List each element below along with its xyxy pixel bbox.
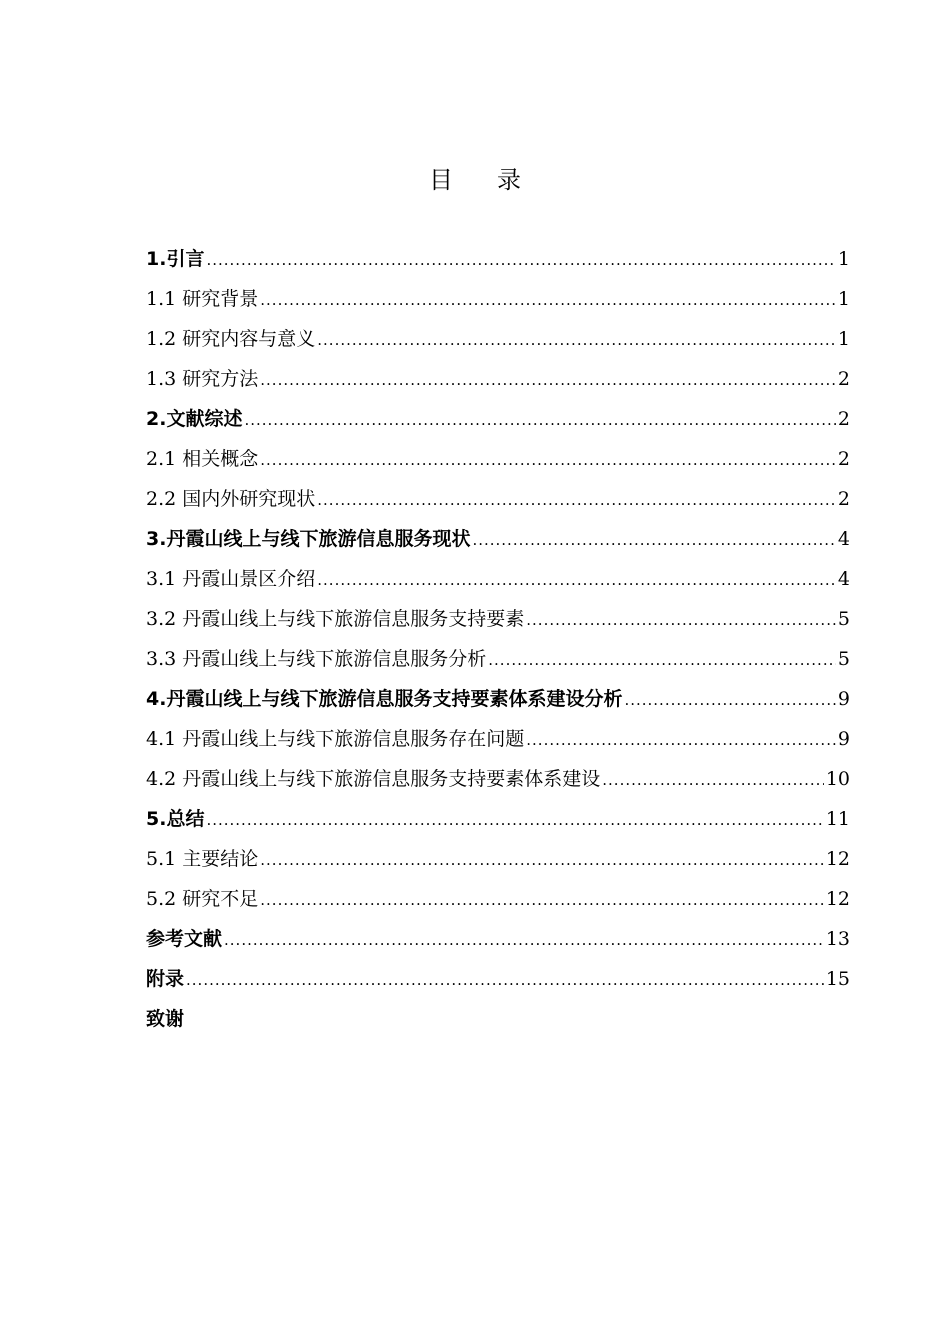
toc-entry-page-number: 12 [825, 888, 850, 910]
toc-entry-page-number: 2 [837, 488, 850, 510]
toc-entry[interactable] [146, 603, 850, 643]
toc-entry-label: 2.文献综述 [146, 408, 243, 430]
toc-entry-page-number: 15 [825, 968, 850, 990]
toc-entry-page-number: 10 [825, 768, 850, 790]
toc-entry[interactable] [146, 683, 850, 723]
toc-entry-page-number: 1 [837, 248, 850, 270]
toc-dot-leader [488, 644, 836, 676]
toc-entry[interactable] [146, 243, 850, 283]
toc-entry[interactable] [146, 843, 850, 883]
toc-entry-page-number: 1 [837, 288, 850, 310]
toc-entry-label: 3.1 丹霞山景区介绍 [146, 568, 316, 590]
toc-dot-leader [260, 844, 824, 876]
toc-entry-label: 1.3 研究方法 [146, 368, 259, 390]
toc-entry[interactable] [146, 763, 850, 803]
toc-entry-page-number: 12 [825, 848, 850, 870]
toc-entry[interactable] [146, 723, 850, 763]
toc-entry-label: 2.2 国内外研究现状 [146, 488, 316, 510]
toc-entry[interactable] [146, 363, 850, 403]
toc-dot-leader [260, 884, 824, 916]
toc-entry-page-number: 2 [837, 368, 850, 390]
toc-entry-page-number: 11 [825, 808, 850, 830]
toc-entry-page-number: 4 [837, 528, 850, 550]
toc-title-char-1: 目 [429, 166, 453, 194]
toc-entry-label: 5.2 研究不足 [146, 888, 259, 910]
toc-entry[interactable] [146, 523, 850, 563]
toc-entry[interactable] [146, 803, 850, 843]
toc-entry-page-number: 2 [837, 408, 850, 430]
toc-dot-leader [260, 364, 836, 396]
toc-entry[interactable] [146, 483, 850, 523]
toc-title-char-2: 录 [497, 166, 521, 194]
toc-entry-label: 附录 [146, 968, 185, 990]
toc-entry[interactable] [146, 923, 850, 963]
toc-entry-label: 1.1 研究背景 [146, 288, 259, 310]
toc-entry[interactable] [146, 1003, 850, 1043]
toc-entry[interactable] [146, 563, 850, 603]
toc-entry-page-number: 1 [837, 328, 850, 350]
toc-entry-label: 4.丹霞山线上与线下旅游信息服务支持要素体系建设分析 [146, 688, 623, 710]
toc-entry-page-number: 9 [837, 688, 850, 710]
toc-dot-leader [260, 284, 836, 316]
toc-entry[interactable] [146, 403, 850, 443]
toc-dot-leader [317, 324, 836, 356]
toc-entry[interactable] [146, 283, 850, 323]
toc-entry-label: 3.2 丹霞山线上与线下旅游信息服务支持要素 [146, 608, 525, 630]
toc-entry-label: 5.总结 [146, 808, 205, 830]
toc-entry-page-number: 4 [837, 568, 850, 590]
toc-entry-page-number: 2 [837, 448, 850, 470]
toc-dot-leader [317, 484, 836, 516]
toc-entry-page-number: 5 [837, 608, 850, 630]
toc-dot-leader [526, 604, 836, 636]
toc-entry[interactable] [146, 883, 850, 923]
toc-entry-page-number: 5 [837, 648, 850, 670]
toc-dot-leader [602, 764, 824, 796]
toc-entry[interactable] [146, 323, 850, 363]
toc-dot-leader [317, 564, 836, 596]
toc-entry[interactable] [146, 643, 850, 683]
toc-title [0, 160, 950, 195]
toc-dot-leader [206, 244, 835, 276]
toc-entry-label: 参考文献 [146, 928, 223, 950]
toc-entry-label: 3.3 丹霞山线上与线下旅游信息服务分析 [146, 648, 487, 670]
toc-dot-leader [624, 684, 835, 716]
toc-dot-leader [472, 524, 835, 556]
toc-entry-page-number: 9 [837, 728, 850, 750]
toc-entry[interactable] [146, 443, 850, 483]
toc-entry-label: 致谢 [146, 1008, 185, 1030]
toc-entry-label: 1.2 研究内容与意义 [146, 328, 316, 350]
toc-entry-label: 2.1 相关概念 [146, 448, 259, 470]
toc-entry-label: 3.丹霞山线上与线下旅游信息服务现状 [146, 528, 471, 550]
toc-entry-label: 4.2 丹霞山线上与线下旅游信息服务支持要素体系建设 [146, 768, 601, 790]
toc-dot-leader [244, 404, 835, 436]
table-of-contents [146, 243, 850, 1043]
toc-dot-leader [206, 804, 823, 836]
toc-dot-leader [186, 964, 824, 996]
toc-dot-leader [224, 924, 824, 956]
toc-entry-page-number: 13 [825, 928, 850, 950]
toc-entry-label: 5.1 主要结论 [146, 848, 259, 870]
toc-entry-label: 1.引言 [146, 248, 205, 270]
toc-entry-label: 4.1 丹霞山线上与线下旅游信息服务存在问题 [146, 728, 525, 750]
toc-entry[interactable] [146, 963, 850, 1003]
toc-dot-leader [526, 724, 836, 756]
toc-dot-leader [260, 444, 836, 476]
